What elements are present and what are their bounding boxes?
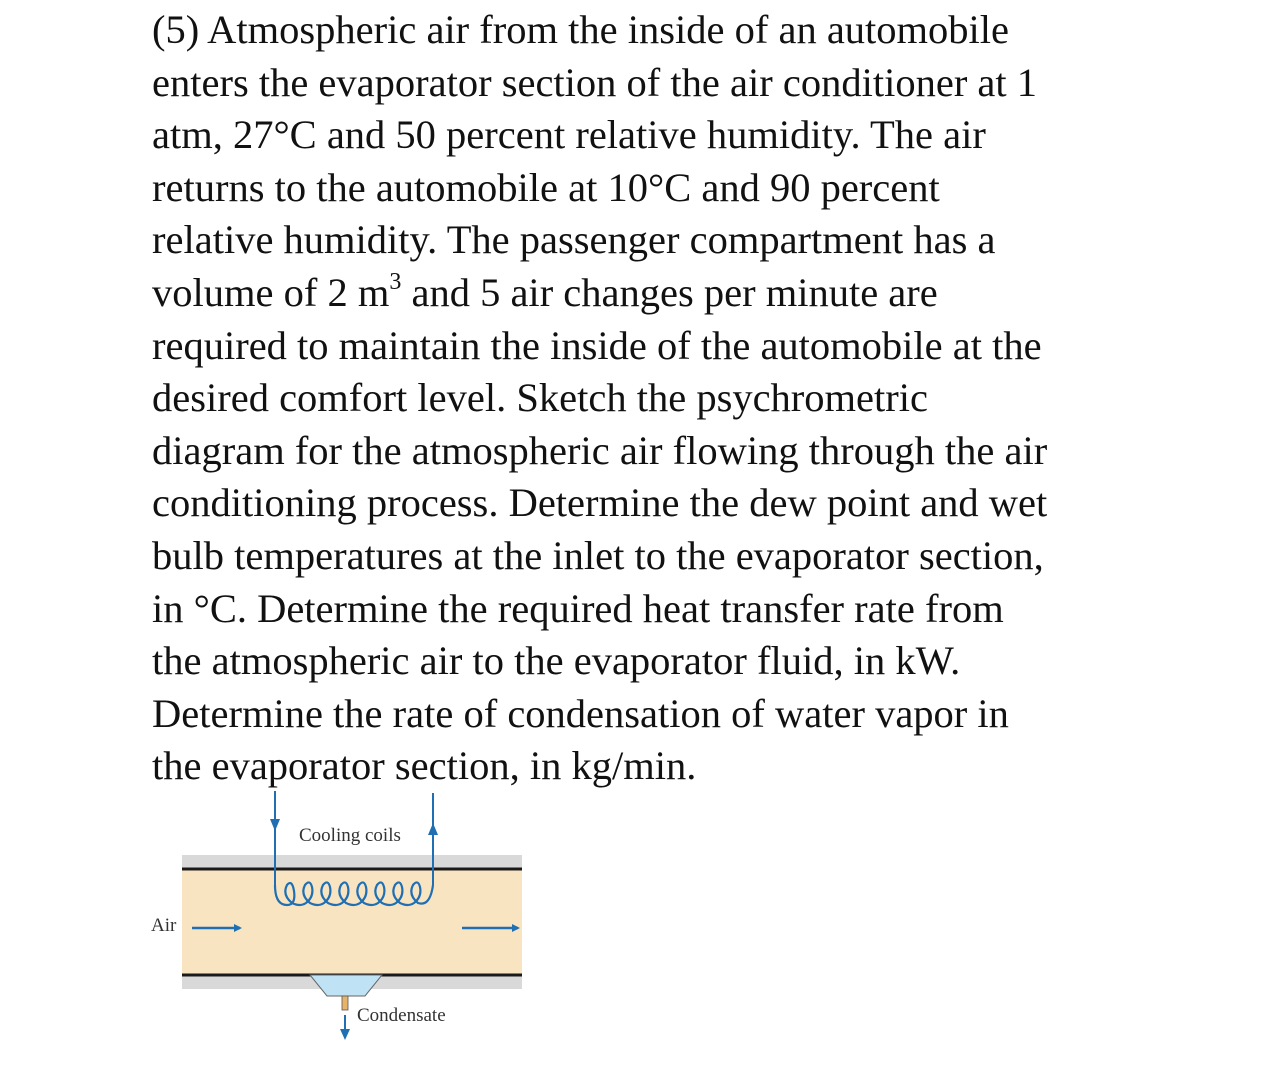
condensate-tray: [310, 975, 382, 996]
cubic-superscript: 3: [389, 269, 402, 296]
coil-inlet-arrowhead-icon: [270, 819, 280, 831]
problem-line: the atmospheric air to the evaporator fluid, in kW.: [152, 638, 961, 684]
problem-line: Determine the rate of condensation of water vapor in: [152, 690, 1009, 736]
cooling-coils-label: Cooling coils: [299, 825, 401, 846]
problem-line: in °C. Determine the required heat transfer rate from: [152, 585, 1004, 631]
problem-line: desired comfort level. Sketch the psychrometric: [152, 375, 928, 421]
condensate-label: Condensate: [357, 1005, 446, 1026]
volume-text: volume of 2 m: [152, 269, 390, 315]
duct-wall-top: [182, 855, 522, 869]
problem-line: (5) Atmospheric air from the inside of an automobile: [152, 7, 1010, 52]
condensate-arrowhead-icon: [340, 1029, 350, 1040]
problem-line: returns to the automobile at 10°C and 90 percent: [152, 164, 940, 210]
problem-line: conditioning process. Determine the dew point and wet: [152, 480, 1048, 526]
problem-line: the evaporator section, in kg/min.: [152, 743, 697, 789]
condensate-drain: [342, 996, 348, 1010]
air-label: Air: [151, 915, 177, 936]
problem-line: required to maintain the inside of the automobile at the: [152, 322, 1042, 368]
air-changes-text: and 5 air changes per minute are: [401, 269, 938, 315]
problem-line: atm, 27°C and 50 percent relative humidity. The air: [152, 112, 986, 158]
problem-text: [152, 4, 1152, 793]
problem-line-volume: [152, 267, 1152, 320]
problem-line: enters the evaporator section of the air conditioner at 1: [152, 59, 1038, 105]
coil-outlet-arrowhead-icon: [428, 823, 438, 835]
problem-line: relative humidity. The passenger compartment has a: [152, 217, 996, 263]
evaporator-figure: [140, 785, 540, 1055]
duct-interior: [182, 869, 522, 975]
problem-line: diagram for the atmospheric air flowing through the air: [152, 427, 1048, 473]
problem-line: bulb temperatures at the inlet to the evaporator section,: [152, 532, 1044, 578]
